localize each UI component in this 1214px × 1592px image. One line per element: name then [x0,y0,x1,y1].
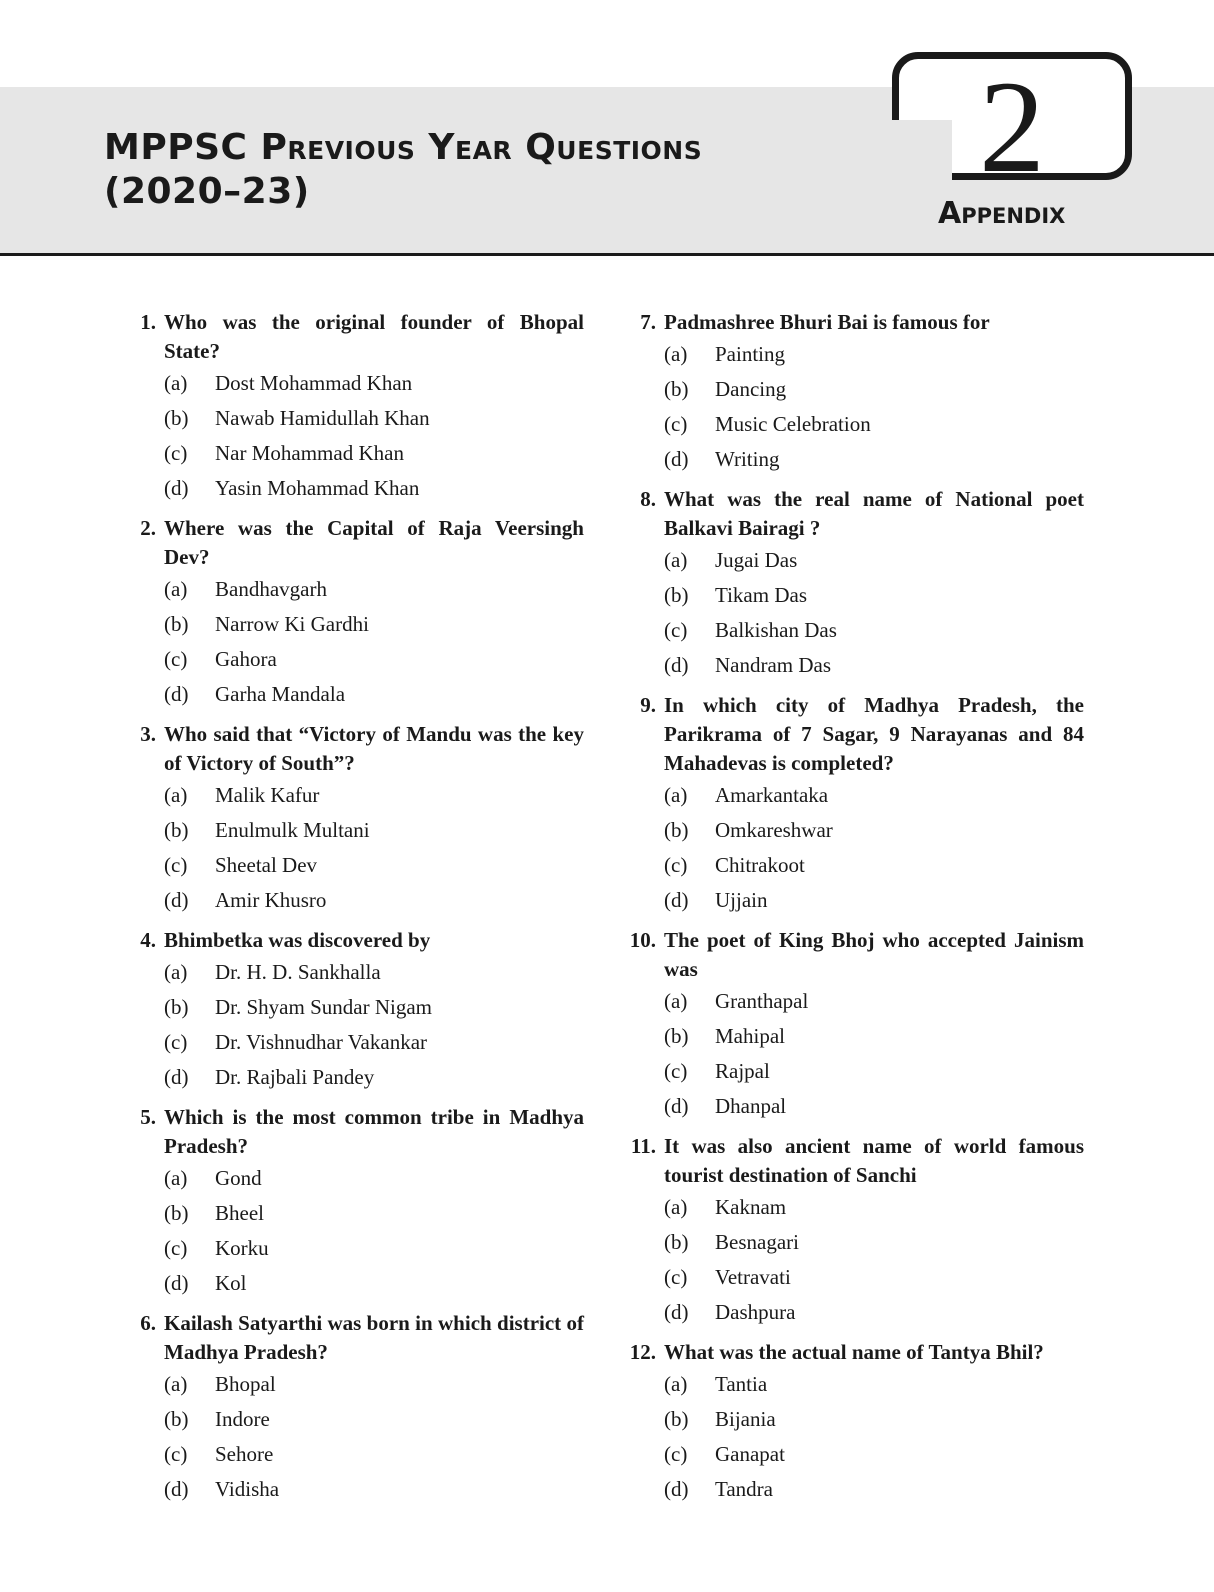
option-text: Kaknam [715,1195,787,1219]
question-number: 7. [640,310,656,334]
question-stem [124,1103,584,1161]
answer-option [624,984,1084,1019]
question-text: It was also ancient name of world famous tourist destination of Sanchi [664,1134,1084,1187]
question-number: 8. [640,487,656,511]
option-text: Yasin Mohammad Khan [215,476,420,500]
option-letter: (a) [664,342,688,366]
chapter-label: Appendix [938,196,1066,231]
question-stem [624,1338,1084,1367]
answer-option [124,677,584,712]
question-item [624,485,1084,683]
question-item [124,1309,584,1507]
option-text: Ganapat [715,1442,785,1466]
option-letter: (c) [164,647,188,671]
question-number: 12. [629,1340,656,1364]
question-text: The poet of King Bhoj who accepted Jainism was [664,928,1084,981]
option-text: Jugai Das [715,548,798,572]
option-text: Vidisha [215,1477,280,1501]
answer-option [624,613,1084,648]
answer-option [624,1295,1084,1330]
answer-option [624,848,1084,883]
option-text: Narrow Ki Gardhi [215,612,369,636]
option-letter: (b) [164,1201,189,1225]
question-item [624,691,1084,918]
answer-option [124,813,584,848]
question-item [124,720,584,918]
question-number: 6. [140,1311,156,1335]
question-stem [124,308,584,366]
option-letter: (b) [164,995,189,1019]
answer-option [124,778,584,813]
option-letter: (a) [664,989,688,1013]
question-text: What was the real name of National poet Balkavi Bairagi ? [664,487,1084,540]
option-letter: (b) [664,818,689,842]
option-letter: (b) [664,1024,689,1048]
option-letter: (c) [664,853,688,877]
answer-option [124,955,584,990]
answer-option [124,883,584,918]
option-letter: (b) [664,377,689,401]
option-text: Dashpura [715,1300,796,1324]
answer-option [624,578,1084,613]
question-text: Kailash Satyarthi was born in which district of Madhya Pradesh? [164,1311,584,1364]
option-letter: (d) [664,1094,689,1118]
questions-column-right [624,308,1084,1515]
option-text: Omkareshwar [715,818,833,842]
question-stem [624,1132,1084,1190]
option-text: Enulmulk Multani [215,818,370,842]
answer-option [624,778,1084,813]
answer-option [124,1402,584,1437]
option-text: Garha Mandala [215,682,346,706]
answer-option [624,1225,1084,1260]
option-letter: (a) [164,371,188,395]
option-text: Vetravati [715,1265,791,1289]
option-text: Indore [215,1407,270,1431]
answer-option [124,1437,584,1472]
question-stem [624,691,1084,778]
question-text: Where was the Capital of Raja Veersingh Dev? [164,516,584,569]
option-letter: (c) [164,1442,188,1466]
option-letter: (c) [664,1442,688,1466]
option-text: Dr. Vishnudhar Vakankar [215,1030,428,1054]
option-text: Dr. H. D. Sankhalla [215,960,381,984]
option-letter: (b) [164,406,189,430]
answer-option [624,1472,1084,1507]
question-item [124,514,584,712]
question-stem [624,308,1084,337]
option-text: Rajpal [715,1059,770,1083]
answer-option [124,572,584,607]
answer-option [124,401,584,436]
option-text: Amir Khusro [215,888,327,912]
option-letter: (c) [164,1030,188,1054]
option-letter: (a) [664,783,688,807]
option-letter: (d) [164,1271,189,1295]
option-letter: (d) [664,1477,689,1501]
answer-option [624,543,1084,578]
answer-option [124,1367,584,1402]
question-item [624,1338,1084,1507]
option-text: Amarkantaka [715,783,829,807]
question-item [624,308,1084,477]
page-title [104,126,702,214]
option-letter: (b) [664,1407,689,1431]
option-text: Ujjain [715,888,768,912]
question-stem [624,926,1084,984]
option-letter: (b) [164,818,189,842]
question-number: 2. [140,516,156,540]
answer-option [624,1054,1084,1089]
option-text: Bijania [715,1407,776,1431]
option-text: Dr. Rajbali Pandey [215,1065,375,1089]
chapter-number: 2 [979,53,1045,200]
option-letter: (a) [164,577,188,601]
answer-option [624,1260,1084,1295]
question-text: What was the actual name of Tantya Bhil? [664,1340,1044,1364]
page-title-line1: MPPSC Previous Year Questions [104,127,703,168]
answer-option [624,1402,1084,1437]
question-text: Which is the most common tribe in Madhya Pradesh? [164,1105,584,1158]
option-letter: (a) [664,1195,688,1219]
option-letter: (a) [664,1372,688,1396]
option-letter: (a) [164,1166,188,1190]
question-stem [124,1309,584,1367]
option-letter: (c) [664,1265,688,1289]
option-letter: (c) [664,412,688,436]
option-letter: (c) [164,1236,188,1260]
option-letter: (d) [164,1065,189,1089]
answer-option [124,1472,584,1507]
questions-column-left [124,308,584,1515]
question-item [124,308,584,506]
option-text: Bandhavgarh [215,577,327,601]
question-item [624,1132,1084,1330]
option-text: Tandra [715,1477,773,1501]
option-letter: (c) [164,853,188,877]
answer-option [124,1196,584,1231]
answer-option [624,1089,1084,1124]
question-number: 3. [140,722,156,746]
answer-option [124,471,584,506]
option-text: Writing [715,447,780,471]
option-letter: (c) [664,618,688,642]
answer-option [624,372,1084,407]
option-letter: (d) [164,476,189,500]
answer-option [624,1367,1084,1402]
question-text: Who was the original founder of Bhopal State? [164,310,584,363]
option-letter: (b) [664,583,689,607]
answer-option [124,1060,584,1095]
header-divider [0,253,1214,256]
option-letter: (c) [664,1059,688,1083]
answer-option [624,813,1084,848]
question-text: Padmashree Bhuri Bai is famous for [664,310,990,334]
option-text: Dhanpal [715,1094,787,1118]
option-text: Music Celebration [715,412,871,436]
answer-option [124,848,584,883]
question-number: 10. [629,928,656,952]
option-text: Tantia [715,1372,768,1396]
option-letter: (a) [164,960,188,984]
answer-option [124,1025,584,1060]
option-text: Korku [215,1236,269,1260]
question-number: 1. [140,310,156,334]
option-letter: (d) [164,1477,189,1501]
option-text: Malik Kafur [215,783,320,807]
question-text: In which city of Madhya Pradesh, the Parikrama of 7 Sagar, 9 Narayanas and 84 Mahadevas is completed? [664,693,1084,775]
page-title-line2: (2020–23) [104,171,310,212]
option-text: Mahipal [715,1024,785,1048]
option-letter: (b) [164,1407,189,1431]
answer-option [124,436,584,471]
answer-option [624,337,1084,372]
option-letter: (d) [164,888,189,912]
option-text: Sheetal Dev [215,853,318,877]
question-number: 5. [140,1105,156,1129]
option-letter: (b) [664,1230,689,1254]
option-text: Chitrakoot [715,853,805,877]
option-text: Dancing [715,377,787,401]
question-stem [124,720,584,778]
option-text: Besnagari [715,1230,799,1254]
option-text: Nawab Hamidullah Khan [215,406,430,430]
option-text: Painting [715,342,786,366]
question-text: Bhimbetka was discovered by [164,928,431,952]
option-letter: (a) [664,548,688,572]
question-item [624,926,1084,1124]
question-number: 4. [140,928,156,952]
answer-option [624,442,1084,477]
question-stem [124,926,584,955]
option-text: Tikam Das [715,583,807,607]
option-text: Balkishan Das [715,618,837,642]
answer-option [124,607,584,642]
answer-option [124,642,584,677]
question-item [124,1103,584,1301]
option-letter: (a) [164,783,188,807]
answer-option [124,990,584,1025]
answer-option [624,648,1084,683]
answer-option [624,407,1084,442]
option-text: Gond [215,1166,262,1190]
question-item [124,926,584,1095]
option-letter: (b) [164,612,189,636]
question-stem [624,485,1084,543]
answer-option [624,883,1084,918]
option-letter: (d) [664,1300,689,1324]
answer-option [624,1190,1084,1225]
option-letter: (c) [164,441,188,465]
answer-option [124,366,584,401]
option-letter: (a) [164,1372,188,1396]
option-text: Dost Mohammad Khan [215,371,413,395]
answer-option [624,1019,1084,1054]
option-text: Nandram Das [715,653,832,677]
answer-option [124,1161,584,1196]
answer-option [124,1266,584,1301]
option-letter: (d) [664,653,689,677]
option-text: Bhopal [215,1372,276,1396]
option-text: Kol [215,1271,247,1295]
option-text: Granthapal [715,989,809,1013]
question-number: 11. [630,1134,656,1158]
option-text: Bheel [215,1201,264,1225]
answer-option [624,1437,1084,1472]
option-text: Nar Mohammad Khan [215,441,404,465]
option-letter: (d) [664,447,689,471]
option-text: Gahora [215,647,277,671]
question-number: 9. [640,693,656,717]
answer-option [124,1231,584,1266]
option-letter: (d) [164,682,189,706]
option-text: Dr. Shyam Sundar Nigam [215,995,432,1019]
option-text: Sehore [215,1442,274,1466]
option-letter: (d) [664,888,689,912]
question-text: Who said that “Victory of Mandu was the key of Victory of South”? [164,722,584,775]
question-stem [124,514,584,572]
